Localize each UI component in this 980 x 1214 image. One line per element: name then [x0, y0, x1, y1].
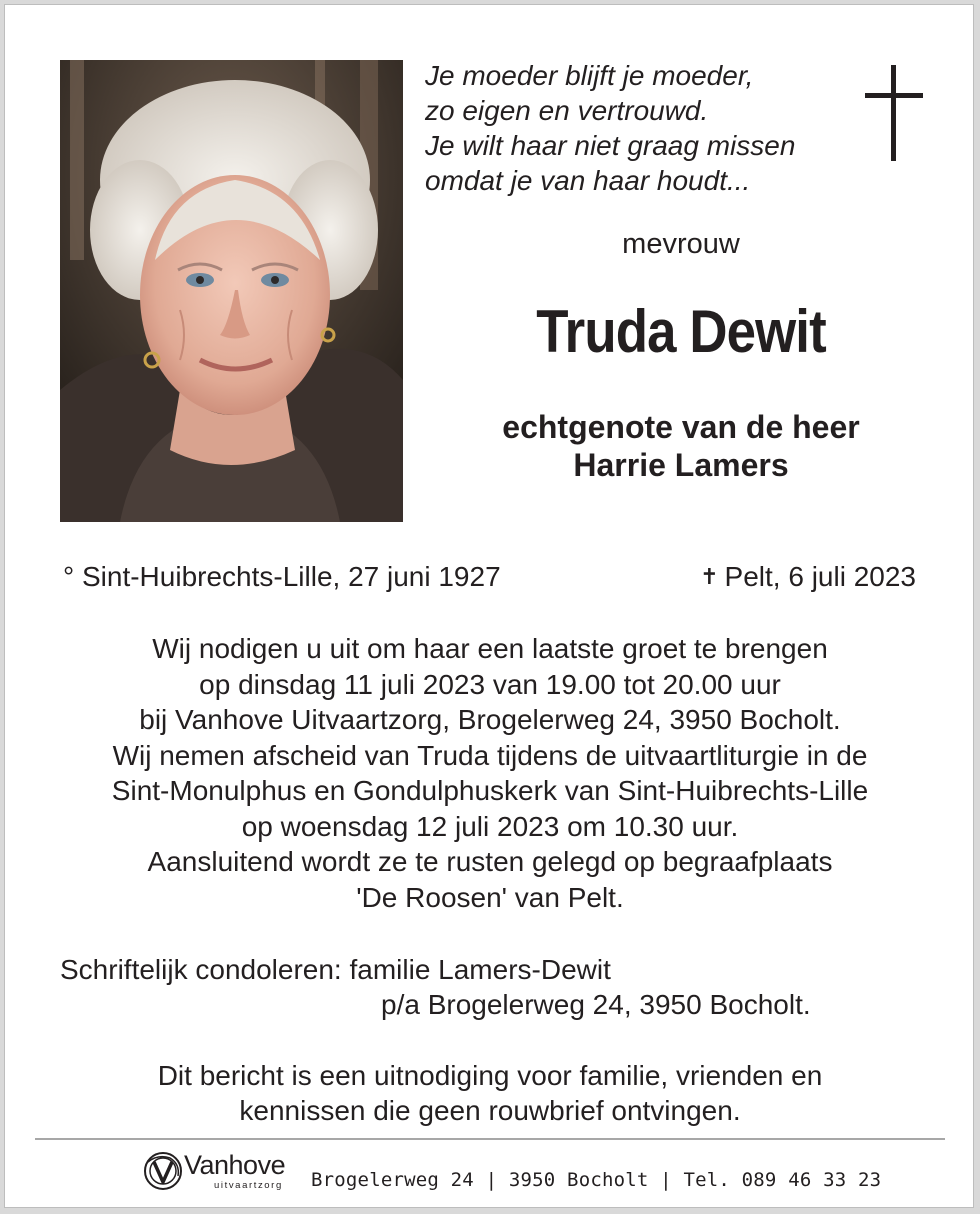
death-date-block [700, 561, 916, 593]
poem-line: omdat je van haar houdt... [425, 165, 751, 196]
footer-contact: Brogelerweg 24 | 3950 Bocholt | Tel. 089 46 33 23 [311, 1169, 882, 1191]
spouse-name: Harrie Lamers [573, 447, 789, 483]
title-prefix: mevrouw [622, 228, 740, 260]
notice-line: Dit bericht is een uitnodiging voor familie, vrienden en [157, 1060, 823, 1091]
portrait-photo [60, 60, 403, 522]
spouse-info [425, 408, 937, 484]
poem-line: zo eigen en vertrouwd. [425, 95, 709, 126]
deceased-name: Truda Dewit [536, 298, 826, 365]
obituary-card [4, 4, 974, 1208]
invitation-line: op dinsdag 11 juli 2023 van 19.00 tot 20.00 uur [199, 668, 781, 700]
invitation-line: bij Vanhove Uitvaartzorg, Brogelerweg 24, 3950 Bocholt. [139, 704, 841, 735]
poem-line: Je wilt haar niet graag missen [425, 130, 796, 161]
condolence-line: Schriftelijk condoleren: familie Lamers-Dewit [60, 954, 611, 985]
invitation-line: Sint-Monulphus en Gondulphuskerk van Sint-Huibrechts-Lille [111, 775, 869, 806]
death-cross-icon: ✝ [700, 564, 719, 589]
footer-divider [35, 1138, 945, 1140]
notice-line: kennissen die geen rouwbrief ontvingen. [239, 1095, 741, 1126]
invitation-line: Aansluitend wordt ze te rusten gelegd op begraafplaats [147, 846, 833, 877]
invitation-line: Wij nemen afscheid van Truda tijdens de uitvaartliturgie in de [112, 739, 868, 771]
poem-line: Je moeder blijft je moeder, [425, 60, 754, 91]
invitation-line: Wij nodigen u uit om haar een laatste groet te brengen [152, 633, 828, 664]
cross-icon [865, 65, 923, 161]
invitation-line: op woensdag 12 juli 2023 om 10.30 uur. [241, 810, 739, 842]
vanhove-logo-icon [140, 1148, 186, 1194]
birth-date: ° Sint-Huibrechts-Lille, 27 juni 1927 [63, 561, 501, 592]
invitation-line: 'De Roosen' van Pelt. [356, 881, 624, 913]
death-date: Pelt, 6 juli 2023 [724, 561, 916, 592]
condolence-address: p/a Brogelerweg 24, 3950 Bocholt. [381, 989, 811, 1020]
logo-name: Vanhove [184, 1150, 286, 1180]
invitation-text [25, 631, 955, 915]
spouse-line: echtgenote van de heer [502, 409, 860, 445]
notice-text [25, 1058, 955, 1128]
poem [425, 58, 855, 198]
logo-subtitle: uitvaartzorg [214, 1180, 283, 1191]
